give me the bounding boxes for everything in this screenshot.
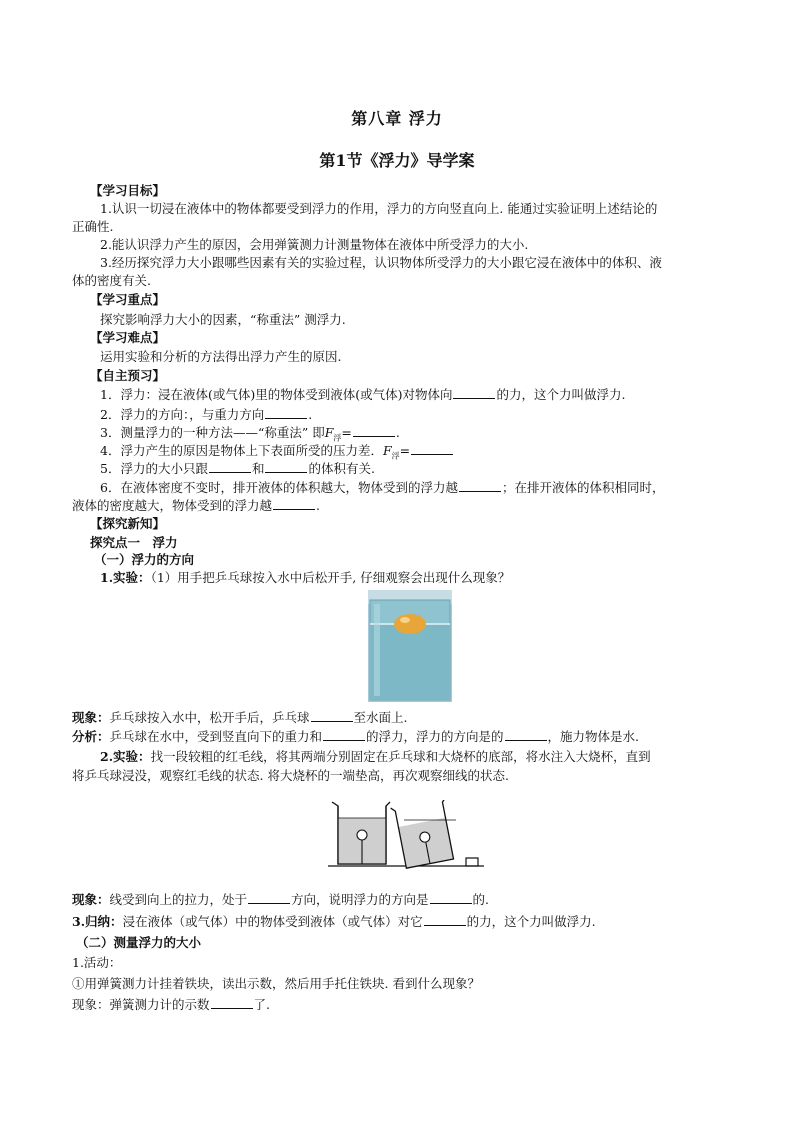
section-title: 第1节《浮力》导学案 <box>319 151 475 170</box>
key-text: 探究影响浮力大小的因素，“称重法” 测浮力. <box>100 312 346 327</box>
activity-label: 1.活动： <box>72 955 122 970</box>
blank[interactable] <box>424 913 466 926</box>
blank[interactable] <box>353 424 395 437</box>
blank[interactable] <box>311 709 353 722</box>
buoyancy-symbol: $F_浮$ <box>324 425 342 443</box>
blank[interactable] <box>430 891 472 904</box>
goal-1a: 1.认识一切浸在液体中的物体都要受到浮力的作用，浮力的方向竖直向上. 能通过实验证明上述结论的 <box>100 201 658 216</box>
chapter-title: 第八章 浮力 <box>351 109 443 128</box>
buoyancy-symbol: $F_浮$ <box>382 443 400 461</box>
preview-q2: 2．浮力的方向：，与重力方向 . <box>100 407 313 422</box>
preview-q4: 4．浮力产生的原因是物体上下表面所受的压力差．$F_浮=$ <box>72 442 732 465</box>
explore-point-1: 探究点一 浮力 <box>90 535 178 550</box>
activity-1: ①用弹簧测力计挂着铁块，读出示数，然后用手托住铁块. 看到什么现象？ <box>72 976 480 991</box>
preview-q5: 5．浮力的大小只跟 和 的体积有关. <box>100 461 375 476</box>
preview-q1: 1．浮力：浸在液体(或气体)里的物体受到液体(或气体)对物体向 的力，这个力叫做浮力. <box>100 387 626 402</box>
observation-2: 现象：线受到向上的拉力，处于 方向，说明浮力的方向是 的. <box>72 892 490 907</box>
explore-sub-1: （一）浮力的方向 <box>94 552 195 567</box>
preview-q6: 6．在液体密度不变时，排开液体的体积越大，物体受到的浮力越 ；在排开液体的体积相同时， <box>100 480 665 495</box>
key-heading: 【学习重点】 <box>90 292 166 307</box>
observation-1: 现象：乒乓球按入水中，松开手后，乒乓球 至水面上. <box>72 710 408 725</box>
difficulty-text: 运用实验和分析的方法得出浮力产生的原因. <box>100 349 342 364</box>
preview-heading: 【自主预习】 <box>90 368 166 383</box>
blank[interactable] <box>265 406 307 419</box>
blank[interactable] <box>453 386 495 399</box>
blank[interactable] <box>323 728 365 741</box>
blank[interactable] <box>209 460 251 473</box>
goals-heading: 【学习目标】 <box>90 183 166 198</box>
goal-3a: 3.经历探究浮力大小跟哪些因素有关的实验过程，认识物体所受浮力的大小跟它浸在液体中的体积、液 <box>100 255 662 270</box>
experiment-2: 2.实验：找一段较粗的红毛线，将其两端分别固定在乒乓球和大烧杯的底部，将水注入大烧杯，直到 <box>100 749 651 764</box>
blank[interactable] <box>459 479 501 492</box>
goal-1b: 正确性. <box>72 219 114 234</box>
blank[interactable] <box>273 497 315 510</box>
experiment-2-cont: 将乒乓球浸没，观察红毛线的状态. 将大烧杯的一端垫高，再次观察细线的状态. <box>72 768 509 783</box>
explore-sub-2: （二）测量浮力的大小 <box>76 935 202 950</box>
blank[interactable] <box>505 728 547 741</box>
difficulty-heading: 【学习难点】 <box>90 330 166 345</box>
blank[interactable] <box>411 442 453 455</box>
summary: 3.归纳：浸在液体（或气体）中的物体受到液体（或气体）对它 的力，这个力叫做浮力. <box>72 914 596 929</box>
analysis: 分析：乒乓球在水中，受到竖直向下的重力和 的浮力，浮力的方向是的 ，施力物体是水. <box>72 729 640 744</box>
goal-3b: 体的密度有关. <box>72 273 151 288</box>
preview-q3: 3．测量浮力的一种方法——“称重法” 即$F_浮=$ . <box>100 425 400 443</box>
blank[interactable] <box>248 891 290 904</box>
explore-heading: 【探究新知】 <box>90 516 166 531</box>
preview-q6-cont: 液体的密度越大，物体受到的浮力越 . <box>72 498 320 513</box>
experiment-1: 1.实验：（1）用手把乒乓球按入水中后松开手, 仔细观察会出现什么现象？ <box>100 570 511 585</box>
blank[interactable] <box>265 460 307 473</box>
beaker-tilt-diagram <box>328 800 484 870</box>
floating-ball-photo <box>368 590 452 702</box>
goal-2: 2.能认识浮力产生的原因，会用弹簧测力计测量物体在液体中所受浮力的大小. <box>100 237 529 252</box>
blank[interactable] <box>211 996 253 1009</box>
observation-3: 现象：弹簧测力计的示数 了. <box>72 997 270 1012</box>
